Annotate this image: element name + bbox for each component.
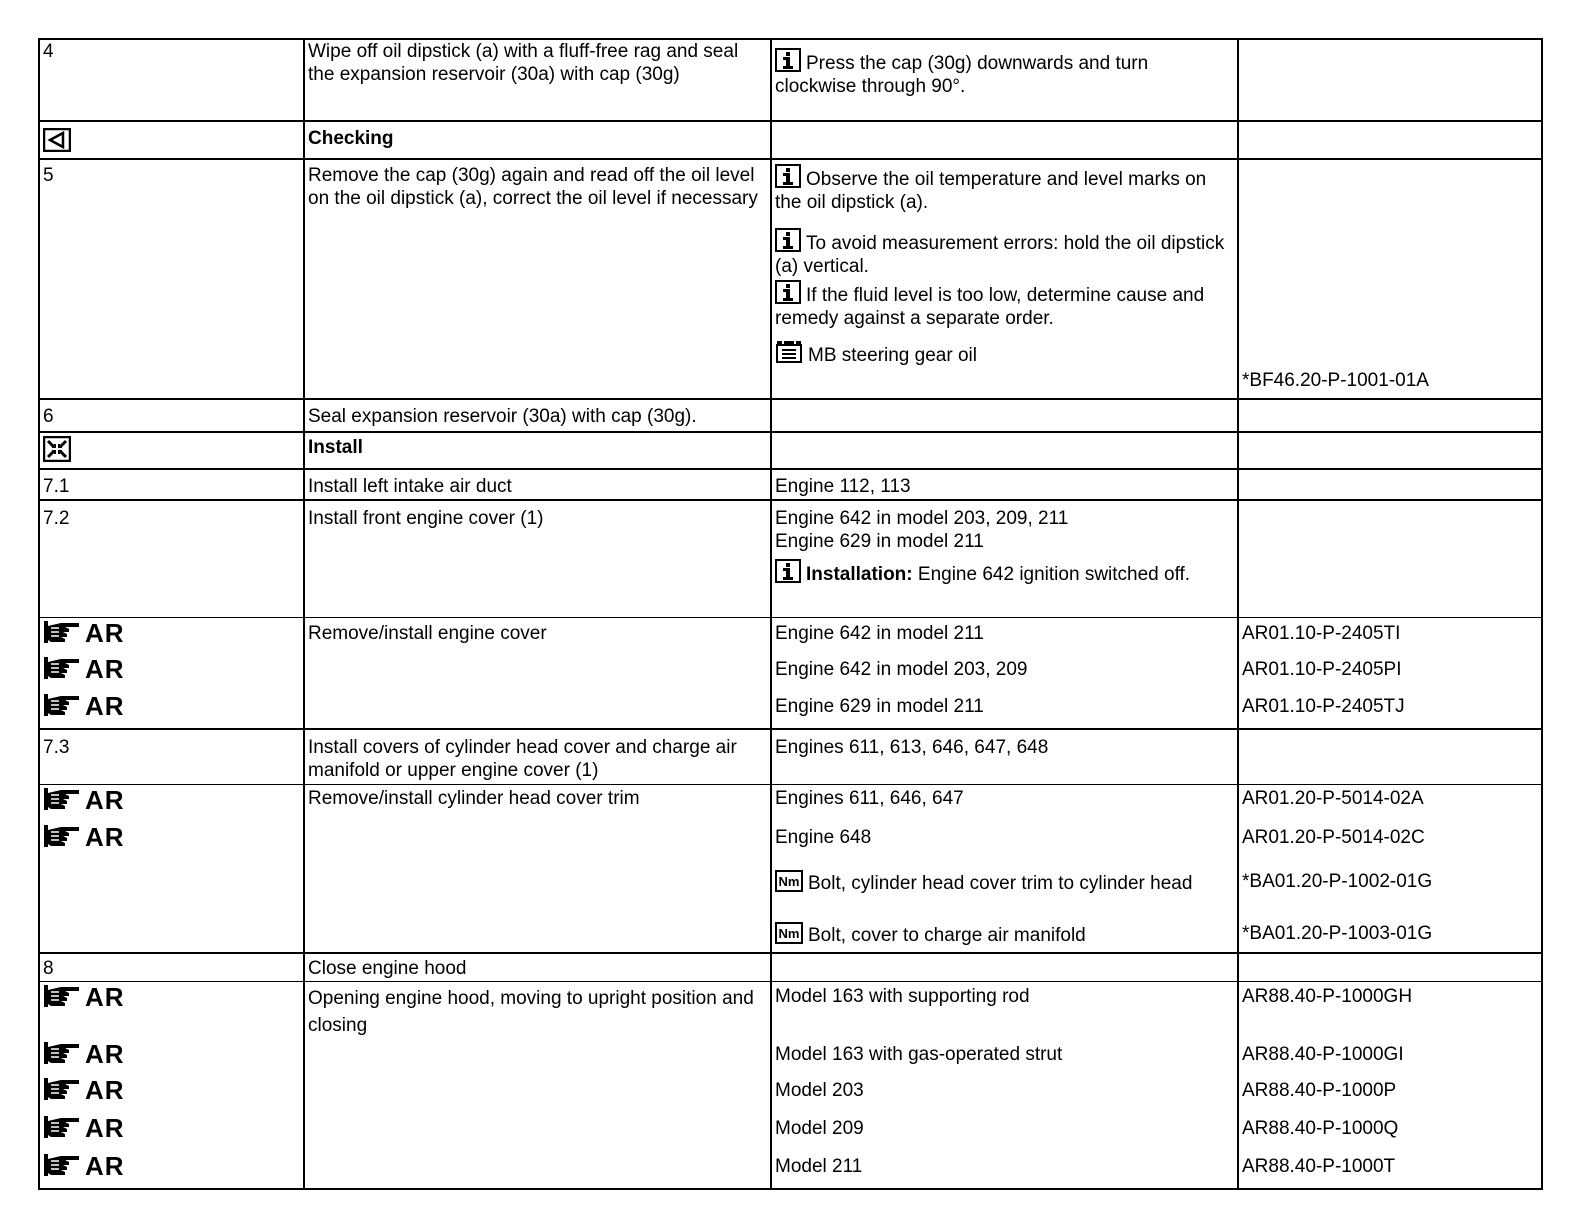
ar-cell <box>39 691 304 729</box>
ar-link[interactable] <box>43 691 125 721</box>
info-icon <box>775 559 801 583</box>
ar-note: Engines 611, 646, 647 <box>771 784 1238 822</box>
pointing-hand-icon <box>43 787 83 813</box>
section-heading: Checking <box>304 121 771 159</box>
step-action: Seal expansion reservoir (30a) with cap (30g). <box>304 399 771 432</box>
table-row-step-6 <box>39 399 1542 432</box>
step-number: 6 <box>39 399 304 432</box>
ar-label: AR <box>85 1113 125 1143</box>
ar-cell <box>39 1151 304 1189</box>
note-text: Observe the oil temperature and level marks on the oil dipstick (a). <box>775 169 1207 213</box>
ar-label: AR <box>85 1075 125 1105</box>
ar-link[interactable] <box>43 1113 125 1143</box>
note-item <box>775 553 1234 586</box>
oil-container-icon <box>775 340 803 364</box>
table-row-checking-heading <box>39 121 1542 159</box>
ar-link[interactable] <box>43 1039 125 1069</box>
note-item <box>775 336 1234 367</box>
step-note: Engines 611, 613, 646, 647, 648 <box>771 729 1238 784</box>
ar-cell <box>39 784 304 822</box>
step-action: Wipe off oil dipstick (a) with a fluff-free rag and seal the expansion reservoir (30a) with cap (30g) <box>304 39 771 121</box>
ar-label: AR <box>85 981 125 1012</box>
procedure-document <box>38 38 1541 1190</box>
ar-label: AR <box>85 784 125 815</box>
ar-cell <box>39 1039 304 1075</box>
ar-label: AR <box>85 654 125 684</box>
step-action: Remove the cap (30g) again and read off the oil level on the oil dipstick (a), correct the oil level if necessary <box>304 159 771 399</box>
step-action: Install covers of cylinder head cover and charge air manifold or upper engine cover (1) <box>304 729 771 784</box>
table-row-step-4 <box>39 39 1542 121</box>
step-reference <box>1238 39 1542 121</box>
ar-cell <box>39 617 304 654</box>
note-text: Bolt, cylinder head cover trim to cylinder head <box>808 873 1193 894</box>
pointing-hand-icon <box>43 1115 83 1141</box>
note-item <box>775 222 1234 280</box>
ar-link[interactable] <box>43 1151 125 1181</box>
step-number: 7.1 <box>39 469 304 500</box>
ar-note: Model 209 <box>771 1113 1238 1151</box>
installation-label: Installation: <box>806 564 913 585</box>
info-icon <box>775 280 801 304</box>
step-reference <box>1238 159 1542 399</box>
step-note: Engine 112, 113 <box>771 469 1238 500</box>
step-number: 7.2 <box>39 500 304 617</box>
torque-nm-icon <box>775 922 803 944</box>
reference-link[interactable]: *BA01.20-P-1002-01G <box>1238 860 1542 920</box>
note-item <box>775 164 1234 222</box>
ar-note: Model 211 <box>771 1151 1238 1189</box>
reference-link[interactable]: AR01.20-P-5014-02A <box>1238 784 1542 822</box>
info-icon <box>775 228 801 252</box>
table-row-ar <box>39 1113 1542 1151</box>
info-icon <box>775 48 801 72</box>
pointing-hand-icon <box>43 1077 83 1103</box>
note-text: Press the cap (30g) downwards and turn clockwise through 90°. <box>775 53 1149 97</box>
step-number: 8 <box>39 953 304 981</box>
table-row-ar <box>39 691 1542 729</box>
ar-note: Engine 648 <box>771 822 1238 860</box>
table-row-ar <box>39 617 1542 654</box>
ar-link[interactable] <box>43 822 125 852</box>
reference-link[interactable]: AR88.40-P-1000P <box>1238 1075 1542 1113</box>
reference-link[interactable]: AR01.10-P-2405PI <box>1238 654 1542 691</box>
ar-link[interactable] <box>43 618 125 648</box>
note-text: MB steering gear oil <box>808 345 977 366</box>
step-number: 5 <box>39 159 304 399</box>
section-heading: Install <box>304 432 771 469</box>
step-action: Close engine hood <box>304 953 771 981</box>
note-item <box>775 280 1234 336</box>
table-row-ar <box>39 1039 1542 1075</box>
reference-link[interactable]: AR88.40-P-1000Q <box>1238 1113 1542 1151</box>
step-number: 4 <box>39 39 304 121</box>
torque-note <box>771 920 1238 953</box>
note-line: Engine 642 in model 203, 209, 211 <box>775 508 1069 529</box>
ar-link[interactable] <box>43 785 125 815</box>
ar-note: Model 163 with gas-operated strut <box>771 1039 1238 1075</box>
note-text: Engine 642 ignition switched off. <box>917 564 1191 585</box>
torque-note <box>771 860 1238 920</box>
step-notes <box>771 500 1238 617</box>
ar-link[interactable] <box>43 654 125 684</box>
table-row-ar <box>39 654 1542 691</box>
reference-link[interactable]: *BF46.20-P-1001-01A <box>1242 370 1429 391</box>
info-icon <box>775 164 801 188</box>
note-text: To avoid measurement errors: hold the oil dipstick (a) vertical. <box>775 233 1225 277</box>
ar-link[interactable] <box>43 1075 125 1105</box>
step-action: Install left intake air duct <box>304 469 771 500</box>
table-row-step-7-3 <box>39 729 1542 784</box>
ar-note: Model 203 <box>771 1075 1238 1113</box>
table-row-step-7-1 <box>39 469 1542 500</box>
ar-label: AR <box>85 1151 125 1181</box>
ar-note: Engine 642 in model 211 <box>771 617 1238 654</box>
ar-label: AR <box>85 822 125 852</box>
pointing-hand-icon <box>43 984 83 1010</box>
ar-action: Remove/install engine cover <box>304 617 771 654</box>
ar-label: AR <box>85 691 125 721</box>
pointing-hand-icon <box>43 824 83 850</box>
table-row-torque <box>39 920 1542 953</box>
table-row-install-heading <box>39 432 1542 469</box>
ar-action: Remove/install cylinder head cover trim <box>304 784 771 822</box>
pointing-hand-icon <box>43 693 83 719</box>
reference-link[interactable]: AR01.10-P-2405TJ <box>1238 691 1542 729</box>
ar-link[interactable] <box>43 982 125 1012</box>
install-icon <box>43 436 71 462</box>
table-row-torque <box>39 860 1542 920</box>
pointing-hand-icon <box>43 620 83 646</box>
reference-link[interactable]: AR88.40-P-1000GH <box>1238 981 1542 1039</box>
table-row-ar <box>39 784 1542 822</box>
ar-cell <box>39 822 304 860</box>
note-text: If the fluid level is too low, determine cause and remedy against a separate order. <box>775 285 1205 329</box>
ar-label: AR <box>85 617 125 648</box>
reference-link[interactable]: *BA01.20-P-1003-01G <box>1238 920 1542 953</box>
step-action: Install front engine cover (1) <box>304 500 771 617</box>
checking-icon <box>43 128 71 152</box>
torque-nm-icon <box>775 870 803 892</box>
procedure-table <box>38 38 1543 1190</box>
pointing-hand-icon <box>43 1153 83 1179</box>
table-row-step-8 <box>39 953 1542 981</box>
ar-cell <box>39 981 304 1039</box>
ar-note: Engine 629 in model 211 <box>771 691 1238 729</box>
reference-link[interactable]: AR88.40-P-1000GI <box>1238 1039 1542 1075</box>
table-row-step-7-2 <box>39 500 1542 617</box>
pointing-hand-icon <box>43 656 83 682</box>
table-row-ar <box>39 1075 1542 1113</box>
ar-cell <box>39 1075 304 1113</box>
ar-cell <box>39 654 304 691</box>
step-number: 7.3 <box>39 729 304 784</box>
pointing-hand-icon <box>43 1041 83 1067</box>
step-icon-cell <box>39 432 304 469</box>
table-row-ar <box>39 1151 1542 1189</box>
ar-note: Model 163 with supporting rod <box>771 981 1238 1039</box>
table-row-step-5 <box>39 159 1542 399</box>
note-line: Engine 629 in model 211 <box>775 531 984 552</box>
note-text: Bolt, cover to charge air manifold <box>808 925 1086 946</box>
reference-link[interactable]: AR88.40-P-1000T <box>1238 1151 1542 1189</box>
step-notes <box>771 159 1238 399</box>
step-note <box>771 39 1238 121</box>
reference-link[interactable]: AR01.10-P-2405TI <box>1238 617 1542 654</box>
ar-note: Engine 642 in model 203, 209 <box>771 654 1238 691</box>
ar-cell <box>39 1113 304 1151</box>
table-row-ar <box>39 822 1542 860</box>
ar-action: Opening engine hood, moving to upright position and closing <box>304 981 771 1039</box>
ar-label: AR <box>85 1039 125 1069</box>
reference-link[interactable]: AR01.20-P-5014-02C <box>1238 822 1542 860</box>
table-row-ar <box>39 981 1542 1039</box>
step-icon-cell <box>39 121 304 159</box>
